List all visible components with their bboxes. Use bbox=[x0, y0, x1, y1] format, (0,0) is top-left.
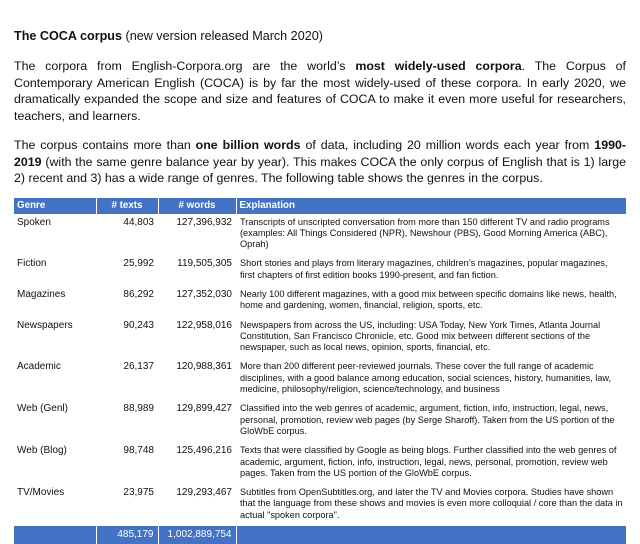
explanation-cell: Nearly 100 different magazines, with a good mix between specific domains like news, health, home and gardening, women, financial, religion, sports, etc. bbox=[236, 286, 626, 317]
explanation-cell: More than 200 different peer-reviewed journals. These cover the full range of academic disciplines, with a good balance among education, social sciences, history, humanities, law, medicine, philosophy/religion, science/technology, and business bbox=[236, 358, 626, 400]
genre-cell: Fiction bbox=[14, 255, 96, 286]
genre-cell: TV/Movies bbox=[14, 484, 96, 526]
corpus-text-3: (with the same genre balance year by year). This makes COCA the only corpus of English that is 1) large 2) recent and 3) has a wide range of genres. The following table shows the genres in the corpus. bbox=[14, 155, 626, 186]
intro-text-2: . The Corpus of Contemporary American English (COCA) is by far the most widely-used of these corpora. In early 2020, we dramatically expanded the scope and size and features of COCA to make it even more useful for researchers, teachers, and learners. bbox=[14, 59, 626, 123]
table-row bbox=[14, 286, 626, 317]
texts-cell: 98,748 bbox=[96, 442, 158, 484]
table-row bbox=[14, 358, 626, 400]
genre-cell: Magazines bbox=[14, 286, 96, 317]
texts-cell: 44,803 bbox=[96, 214, 158, 256]
words-cell: 125,496,216 bbox=[158, 442, 236, 484]
words-cell: 122,958,016 bbox=[158, 317, 236, 359]
explanation-cell: Subtitles from OpenSubtitles.org, and later the TV and Movies corpora. Studies have shown that the language from these shows and movies is even more colloquial / core than the data in actual "spoken corpora". bbox=[236, 484, 626, 526]
genre-cell: Web (Genl) bbox=[14, 400, 96, 442]
header-words: # words bbox=[158, 198, 236, 214]
table-row bbox=[14, 214, 626, 256]
genre-table bbox=[14, 198, 627, 544]
total-empty-cell bbox=[236, 526, 626, 544]
explanation-cell: Short stories and plays from literary magazines, children’s magazines, popular magazines, first chapters of first edition books 1990-present, and fan fiction. bbox=[236, 255, 626, 286]
table-row bbox=[14, 400, 626, 442]
table-row bbox=[14, 484, 626, 526]
header-texts: # texts bbox=[96, 198, 158, 214]
words-cell: 129,293,467 bbox=[158, 484, 236, 526]
table-row bbox=[14, 442, 626, 484]
page-title bbox=[14, 28, 626, 44]
corpus-text-1: The corpus contains more than bbox=[14, 138, 196, 152]
texts-cell: 23,975 bbox=[96, 484, 158, 526]
words-cell: 120,988,361 bbox=[158, 358, 236, 400]
texts-cell: 86,292 bbox=[96, 286, 158, 317]
table-total-row bbox=[14, 526, 626, 544]
genre-cell: Spoken bbox=[14, 214, 96, 256]
total-label-cell bbox=[14, 526, 96, 544]
intro-paragraph bbox=[14, 58, 626, 124]
texts-cell: 26,137 bbox=[96, 358, 158, 400]
texts-cell: 90,243 bbox=[96, 317, 158, 359]
explanation-cell: Texts that were classified by Google as being blogs. Further classified into the web genres of academic, argument, fiction, info, instruction, legal, news, personal, promotion, review web pages. Taken from the US portion of the GloWbE corpus. bbox=[236, 442, 626, 484]
corpus-text-2: of data, including 20 million words each year from bbox=[301, 138, 595, 152]
corpus-paragraph bbox=[14, 137, 626, 187]
header-explanation: Explanation bbox=[236, 198, 626, 214]
words-cell: 127,352,030 bbox=[158, 286, 236, 317]
explanation-cell: Transcripts of unscripted conversation from more than 150 different TV and radio programs (examples: All Things Considered (NPR), Newshour (PBS), Good Morning America (ABC), Oprah) bbox=[236, 214, 626, 256]
texts-cell: 88,989 bbox=[96, 400, 158, 442]
intro-bold-1: most widely-used corpora bbox=[355, 59, 521, 73]
intro-text-1: The corpora from English-Corpora.org are the world’s bbox=[14, 59, 355, 73]
explanation-cell: Classified into the web genres of academic, argument, fiction, info, instruction, legal, news, personal, promotion, review web pages (by Serge Sharoff). Taken from the US portion of the GloWbE corpus. bbox=[236, 400, 626, 442]
words-cell: 127,396,932 bbox=[158, 214, 236, 256]
genre-cell: Newspapers bbox=[14, 317, 96, 359]
total-words: 1,002,889,754 bbox=[158, 526, 236, 544]
document bbox=[14, 28, 626, 544]
genre-cell: Web (Blog) bbox=[14, 442, 96, 484]
table-row bbox=[14, 317, 626, 359]
title-bold: The COCA corpus bbox=[14, 29, 122, 43]
words-cell: 119,505,305 bbox=[158, 255, 236, 286]
explanation-cell: Newspapers from across the US, including: USA Today, New York Times, Atlanta Journal Constitution, San Francisco Chronicle, etc. Good mix between different sections of the newspaper, such as local news, opinion, sports, financial, etc. bbox=[236, 317, 626, 359]
title-subtitle: (new version released March 2020) bbox=[122, 29, 323, 43]
total-texts: 485,179 bbox=[96, 526, 158, 544]
genre-cell: Academic bbox=[14, 358, 96, 400]
table-row bbox=[14, 255, 626, 286]
corpus-bold-2: 1990-2019 bbox=[14, 138, 626, 169]
table-header-row bbox=[14, 198, 626, 214]
corpus-bold-1: one billion words bbox=[196, 138, 301, 152]
words-cell: 129,899,427 bbox=[158, 400, 236, 442]
header-genre: Genre bbox=[14, 198, 96, 214]
texts-cell: 25,992 bbox=[96, 255, 158, 286]
